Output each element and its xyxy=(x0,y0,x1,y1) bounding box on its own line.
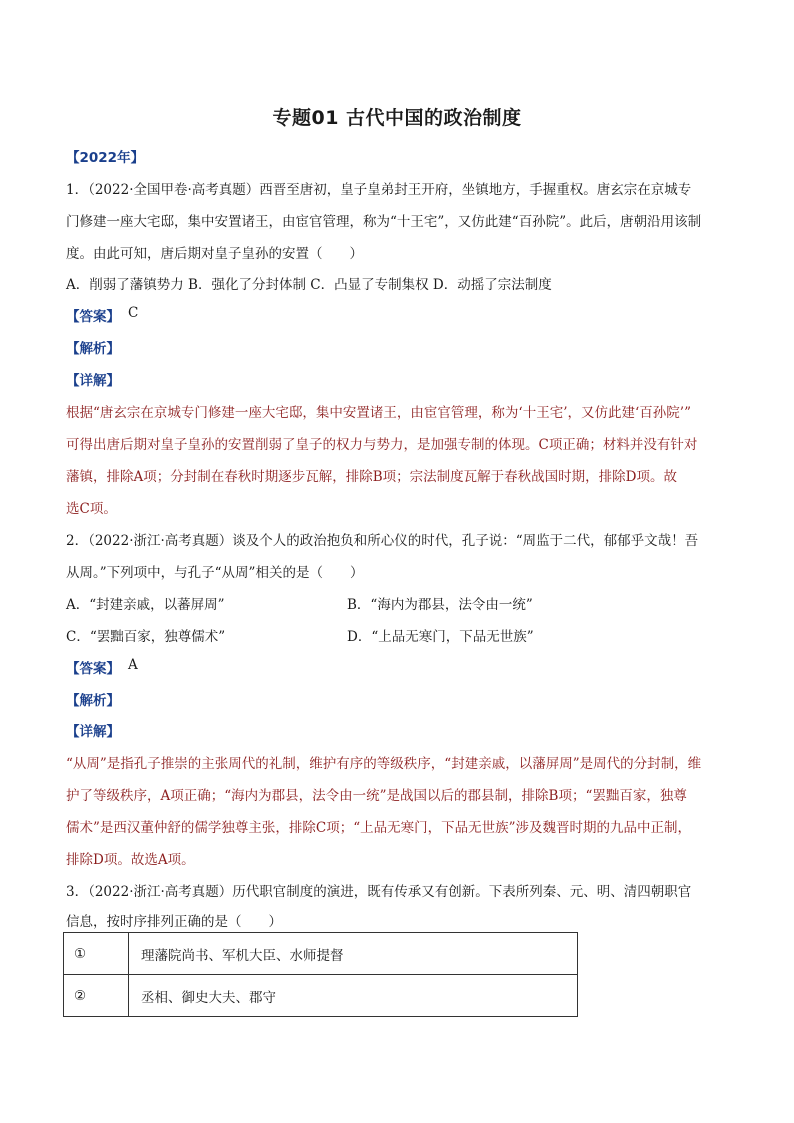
q1-analysis-tag: 【解析】 xyxy=(66,341,120,357)
q3-stem-line: 3．（2022·浙江·高考真题）历代职官制度的演进，既有传承又有创新。下表所列秦、元、明、清四朝职官 xyxy=(66,884,692,900)
table-cell-number: ① xyxy=(64,933,129,975)
q2-detail-line: 儒术”是西汉董仲舒的儒学独尊主张，排除C项；“上品无寒门，下品无世族”涉及魏晋时期的九品中正制， xyxy=(66,820,692,836)
q1-stem-line: 门修建一座大宅邸，集中安置诸王，由宦官管理，称为“十王宅”，又仿此建“百孙院”。此后，唐朝沿用该制 xyxy=(66,214,702,230)
table-cell-number: ② xyxy=(64,975,129,1017)
year-tag: 【2022年】 xyxy=(66,150,145,166)
q1-options: A．削弱了藩镇势力 B．强化了分封体制 C．凸显了专制集权 D．动摇了宗法制度 xyxy=(66,277,552,293)
q1-detail-line: 选C项。 xyxy=(66,501,117,517)
table-row xyxy=(64,933,578,975)
table-cell-text: 理藩院尚书、军机大臣、水师提督 xyxy=(129,933,578,975)
q1-detail-line: 可得出唐后期对皇子皇孙的安置削弱了皇子的权力与势力，是加强专制的体现。C项正确；材料并没有针对 xyxy=(66,437,698,453)
q2-option-c: C．“罢黜百家，独尊儒术” xyxy=(66,629,226,645)
q1-detail-line: 根据“唐玄宗在京城专门修建一座大宅邸，集中安置诸王，由宦官管理，称为‘十王宅’，又仿此建‘百孙院’” xyxy=(66,405,691,421)
q1-stem-line: 度。由此可知，唐后期对皇子皇孙的安置（ ） xyxy=(66,246,363,262)
q2-option-b: B．“海内为郡县，法令由一统” xyxy=(347,597,533,613)
q3-table xyxy=(63,932,578,1017)
q3-stem-line: 信息，按时序排列正确的是（ ） xyxy=(66,914,282,930)
q2-answer-tag: 【答案】 xyxy=(66,661,120,677)
q1-answer-tag: 【答案】 xyxy=(66,309,120,325)
q2-option-a: A．“封建亲戚，以蕃屏周” xyxy=(66,597,225,613)
q2-detail-line: 排除D项。故选A项。 xyxy=(66,852,195,868)
table-row xyxy=(64,975,578,1017)
q2-answer-value: A xyxy=(128,657,138,673)
q2-detail-line: 护了等级秩序，A项正确；“海内为郡县，法令由一统”是战国以后的郡县制，排除B项；“罢黜百家，独尊 xyxy=(66,788,687,804)
q2-option-d: D．“上品无寒门，下品无世族” xyxy=(347,629,534,645)
q2-analysis-tag: 【解析】 xyxy=(66,693,120,709)
q1-detail-line: 藩镇，排除A项；分封制在春秋时期逐步瓦解，排除B项；宗法制度瓦解于春秋战国时期，排除D项。故 xyxy=(66,469,677,485)
q1-stem-line: 1．（2022·全国甲卷·高考真题）西晋至唐初，皇子皇弟封王开府，坐镇地方，手握重权。唐玄宗在京城专 xyxy=(66,182,692,198)
q2-stem-line: 2．（2022·浙江·高考真题）谈及个人的政治抱负和所心仪的时代，孔子说：“周监于二代，郁郁乎文哉！吾 xyxy=(66,533,699,549)
table-cell-text: 丞相、御史大夫、郡守 xyxy=(129,975,578,1017)
q2-stem-line: 从周。”下列项中，与孔子“从周”相关的是（ ） xyxy=(66,565,364,581)
q2-detail-line: “从周”是指孔子推崇的主张周代的礼制，维护有序的等级秩序，“封建亲戚，以藩屏周”是周代的分封制，维 xyxy=(66,756,702,772)
page-title: 专题01 古代中国的政治制度 xyxy=(272,107,522,129)
q1-answer-value: C xyxy=(128,305,139,321)
q1-detail-tag: 【详解】 xyxy=(66,373,120,389)
q2-detail-tag: 【详解】 xyxy=(66,724,120,740)
